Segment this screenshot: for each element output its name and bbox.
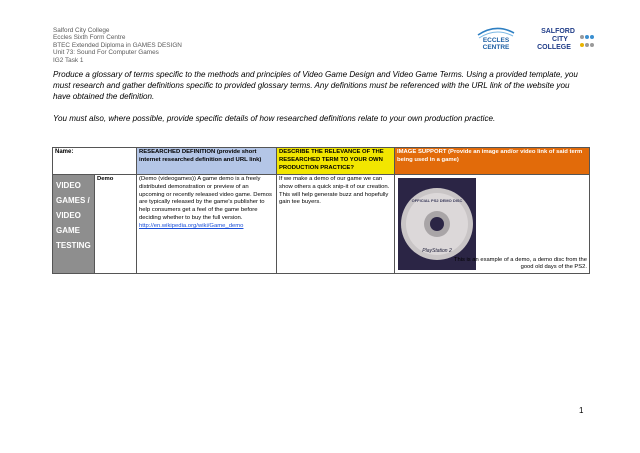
eccles-centre-logo [476, 22, 516, 52]
page-number: 1 [579, 406, 584, 415]
eccles-logo-text-2: CENTRE [482, 44, 510, 51]
definition-url-link[interactable]: http://en.wikipedia.org/wiki/Game_demo [139, 223, 244, 230]
salford-college-logo [530, 22, 600, 52]
column-header-relevance: DESCRIBE THE RELEVANCE OF THE RESEARCHED TERM TO YOUR OWN PRODUCTION PRACTICE? [277, 148, 395, 175]
name-label: Name: [53, 148, 137, 175]
glossary-table [52, 147, 590, 274]
document-header [53, 27, 182, 64]
header-line: Salford City College [53, 27, 110, 34]
term-cell: Demo [95, 174, 137, 273]
table-header-row [53, 148, 590, 175]
task-instructions [53, 69, 583, 124]
disc-title-text: OFFICIAL PS2 DEMO DISC [411, 197, 463, 203]
instruction-paragraph: Produce a glossary of terms specific to the methods and principles of Video Game Design and Video Game Terms. Using a provided template, you must research and gather definitions specific to provided glossary terms. Any definitions must be referenced with the URL link of the website you have obtained the definition. [53, 70, 578, 102]
salford-logo-text-3: COLLEGE [537, 44, 571, 51]
disc-brand-text: PlayStation 2 [422, 247, 452, 254]
image-support-cell [395, 174, 590, 273]
logo-group [476, 22, 600, 52]
instruction-paragraph: You must also, where possible, provide specific details of how researched definitions relate to your own production practice. [53, 113, 496, 123]
salford-logo-text-1: SALFORD [541, 28, 575, 35]
header-line: BTEC Extended Diploma in GAMES DESIGN [53, 41, 182, 49]
header-line: Unit 73: Sound For Computer Games [53, 49, 159, 57]
salford-logo-text-2: CITY [552, 36, 568, 43]
header-line: IG2 Task 1 [53, 56, 84, 64]
column-header-image: IMAGE SUPPORT (Provide an image and/or video link of said term being used in a game) [395, 148, 590, 175]
header-line: Eccles Sixth Form Centre [53, 34, 126, 42]
category-cell: VIDEO GAMES / VIDEO GAME TESTING [53, 174, 95, 273]
image-caption: This is an example of a demo, a demo disc from the good old days of the PS2. [453, 256, 587, 271]
column-header-definition: RESEARCHED DEFINITION (provide short internet researched definition and URL link) [137, 148, 277, 175]
relevance-cell: If we make a demo of our game we can show others a quick snip-it of our creation. This will help generate buzz and hopefully gain tee buyers. [277, 174, 395, 273]
definition-text: (Demo (videogames)) A game demo is a freely distributed demonstration or preview of an upcoming or recently released video game. Demos are typically released by the game's publisher to help consumers get a feel of the game before deciding whether to buy the full version. [139, 175, 272, 222]
eccles-logo-text-1: ECCLES [482, 37, 510, 44]
table-row [53, 174, 590, 273]
definition-cell [137, 174, 277, 273]
